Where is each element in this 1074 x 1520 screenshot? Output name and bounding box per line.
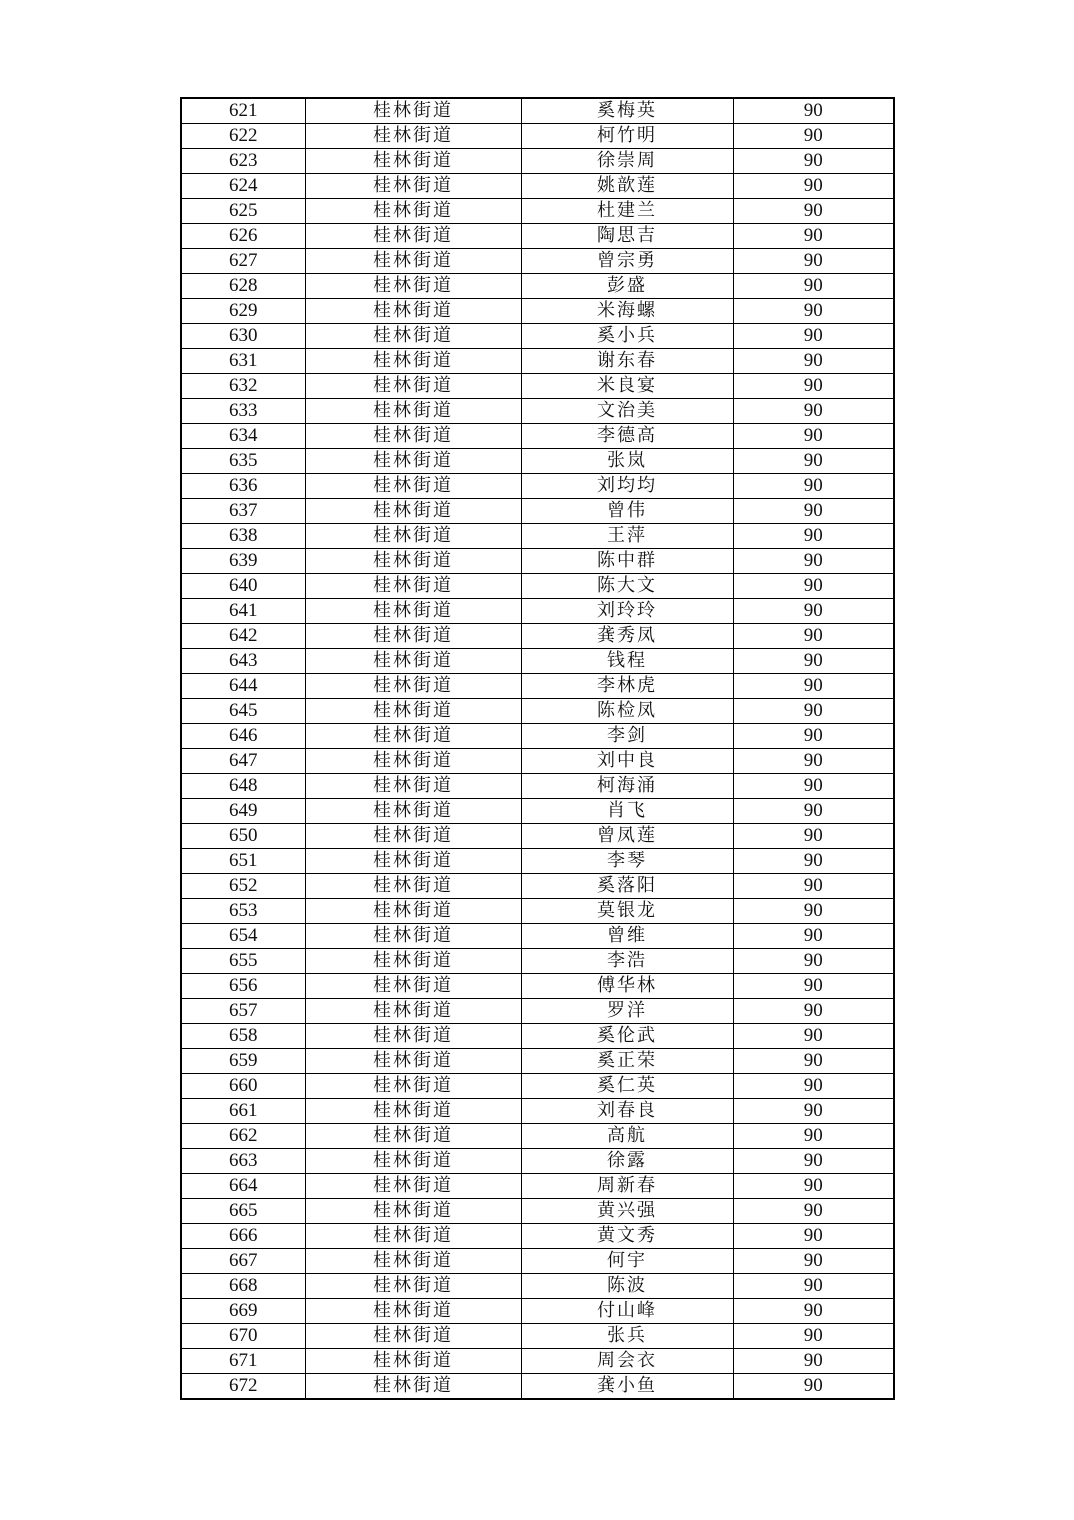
street-cell: 桂林街道	[305, 449, 521, 474]
table-row	[181, 1124, 894, 1149]
row-number-cell: 632	[181, 374, 305, 399]
table-row	[181, 749, 894, 774]
row-number-cell: 664	[181, 1174, 305, 1199]
street-cell: 桂林街道	[305, 1049, 521, 1074]
street-cell: 桂林街道	[305, 1074, 521, 1099]
person-name-cell: 李浩	[521, 949, 733, 974]
person-name-cell: 奚仁英	[521, 1074, 733, 1099]
street-cell: 桂林街道	[305, 1224, 521, 1249]
table-row	[181, 299, 894, 324]
person-name-cell: 莫银龙	[521, 899, 733, 924]
table-row	[181, 98, 894, 124]
table-row	[181, 1199, 894, 1224]
person-name-cell: 陈大文	[521, 574, 733, 599]
table-row	[181, 974, 894, 999]
person-name-cell: 李琴	[521, 849, 733, 874]
person-name-cell: 刘春良	[521, 1099, 733, 1124]
street-cell: 桂林街道	[305, 249, 521, 274]
person-name-cell: 罗洋	[521, 999, 733, 1024]
table-row	[181, 799, 894, 824]
person-name-cell: 奚梅英	[521, 98, 733, 124]
person-name-cell: 黄兴强	[521, 1199, 733, 1224]
street-cell: 桂林街道	[305, 949, 521, 974]
person-name-cell: 何宇	[521, 1249, 733, 1274]
street-cell: 桂林街道	[305, 149, 521, 174]
score-cell: 90	[733, 1299, 894, 1324]
score-cell: 90	[733, 824, 894, 849]
score-cell: 90	[733, 299, 894, 324]
score-cell: 90	[733, 849, 894, 874]
row-number-cell: 637	[181, 499, 305, 524]
score-cell: 90	[733, 974, 894, 999]
score-cell: 90	[733, 499, 894, 524]
street-cell: 桂林街道	[305, 699, 521, 724]
score-cell: 90	[733, 599, 894, 624]
row-number-cell: 623	[181, 149, 305, 174]
table-row	[181, 499, 894, 524]
score-cell: 90	[733, 1074, 894, 1099]
person-name-cell: 陈中群	[521, 549, 733, 574]
score-cell: 90	[733, 424, 894, 449]
score-cell: 90	[733, 199, 894, 224]
score-cell: 90	[733, 174, 894, 199]
table-row	[181, 349, 894, 374]
row-number-cell: 649	[181, 799, 305, 824]
table-row	[181, 199, 894, 224]
row-number-cell: 624	[181, 174, 305, 199]
street-cell: 桂林街道	[305, 1349, 521, 1374]
row-number-cell: 648	[181, 774, 305, 799]
score-cell: 90	[733, 1124, 894, 1149]
person-name-cell: 黄文秀	[521, 1224, 733, 1249]
row-number-cell: 621	[181, 98, 305, 124]
score-cell: 90	[733, 1324, 894, 1349]
street-cell: 桂林街道	[305, 1024, 521, 1049]
person-name-cell: 刘均均	[521, 474, 733, 499]
score-cell: 90	[733, 349, 894, 374]
score-cell: 90	[733, 249, 894, 274]
table-row	[181, 574, 894, 599]
person-name-cell: 陶思吉	[521, 224, 733, 249]
row-number-cell: 640	[181, 574, 305, 599]
street-cell: 桂林街道	[305, 974, 521, 999]
row-number-cell: 638	[181, 524, 305, 549]
score-cell: 90	[733, 549, 894, 574]
score-cell: 90	[733, 149, 894, 174]
table-row	[181, 549, 894, 574]
score-cell: 90	[733, 98, 894, 124]
score-cell: 90	[733, 1374, 894, 1400]
roster-table-body	[181, 98, 894, 1399]
person-name-cell: 李林虎	[521, 674, 733, 699]
row-number-cell: 655	[181, 949, 305, 974]
score-cell: 90	[733, 324, 894, 349]
score-cell: 90	[733, 899, 894, 924]
street-cell: 桂林街道	[305, 574, 521, 599]
street-cell: 桂林街道	[305, 1324, 521, 1349]
street-cell: 桂林街道	[305, 849, 521, 874]
street-cell: 桂林街道	[305, 899, 521, 924]
person-name-cell: 刘中良	[521, 749, 733, 774]
street-cell: 桂林街道	[305, 374, 521, 399]
person-name-cell: 张兵	[521, 1324, 733, 1349]
table-row	[181, 1374, 894, 1400]
table-row	[181, 824, 894, 849]
street-cell: 桂林街道	[305, 774, 521, 799]
person-name-cell: 周会衣	[521, 1349, 733, 1374]
person-name-cell: 龚秀凤	[521, 624, 733, 649]
person-name-cell: 曾维	[521, 924, 733, 949]
score-cell: 90	[733, 924, 894, 949]
row-number-cell: 647	[181, 749, 305, 774]
row-number-cell: 661	[181, 1099, 305, 1124]
table-row	[181, 999, 894, 1024]
street-cell: 桂林街道	[305, 549, 521, 574]
row-number-cell: 667	[181, 1249, 305, 1274]
table-row	[181, 274, 894, 299]
person-name-cell: 文治美	[521, 399, 733, 424]
table-row	[181, 874, 894, 899]
person-name-cell: 柯竹明	[521, 124, 733, 149]
row-number-cell: 642	[181, 624, 305, 649]
row-number-cell: 634	[181, 424, 305, 449]
person-name-cell: 彭盛	[521, 274, 733, 299]
table-row	[181, 774, 894, 799]
person-name-cell: 奚小兵	[521, 324, 733, 349]
row-number-cell: 644	[181, 674, 305, 699]
person-name-cell: 曾伟	[521, 499, 733, 524]
table-row	[181, 1299, 894, 1324]
row-number-cell: 636	[181, 474, 305, 499]
street-cell: 桂林街道	[305, 1099, 521, 1124]
score-cell: 90	[733, 1274, 894, 1299]
row-number-cell: 633	[181, 399, 305, 424]
table-row	[181, 399, 894, 424]
table-row	[181, 599, 894, 624]
score-cell: 90	[733, 374, 894, 399]
street-cell: 桂林街道	[305, 1124, 521, 1149]
roster-table	[180, 97, 895, 1400]
street-cell: 桂林街道	[305, 1149, 521, 1174]
person-name-cell: 柯海涌	[521, 774, 733, 799]
row-number-cell: 669	[181, 1299, 305, 1324]
table-row	[181, 1249, 894, 1274]
street-cell: 桂林街道	[305, 1174, 521, 1199]
street-cell: 桂林街道	[305, 349, 521, 374]
score-cell: 90	[733, 1149, 894, 1174]
row-number-cell: 670	[181, 1324, 305, 1349]
score-cell: 90	[733, 1174, 894, 1199]
row-number-cell: 657	[181, 999, 305, 1024]
person-name-cell: 曾宗勇	[521, 249, 733, 274]
person-name-cell: 肖飞	[521, 799, 733, 824]
score-cell: 90	[733, 874, 894, 899]
row-number-cell: 672	[181, 1374, 305, 1400]
person-name-cell: 钱程	[521, 649, 733, 674]
table-row	[181, 1324, 894, 1349]
table-row	[181, 374, 894, 399]
row-number-cell: 656	[181, 974, 305, 999]
table-row	[181, 524, 894, 549]
score-cell: 90	[733, 224, 894, 249]
street-cell: 桂林街道	[305, 274, 521, 299]
person-name-cell: 谢东春	[521, 349, 733, 374]
table-row	[181, 624, 894, 649]
street-cell: 桂林街道	[305, 1274, 521, 1299]
table-row	[181, 174, 894, 199]
score-cell: 90	[733, 1024, 894, 1049]
person-name-cell: 李剑	[521, 724, 733, 749]
street-cell: 桂林街道	[305, 98, 521, 124]
table-row	[181, 924, 894, 949]
row-number-cell: 627	[181, 249, 305, 274]
score-cell: 90	[733, 674, 894, 699]
person-name-cell: 徐崇周	[521, 149, 733, 174]
street-cell: 桂林街道	[305, 524, 521, 549]
table-row	[181, 1174, 894, 1199]
score-cell: 90	[733, 474, 894, 499]
street-cell: 桂林街道	[305, 649, 521, 674]
street-cell: 桂林街道	[305, 424, 521, 449]
score-cell: 90	[733, 699, 894, 724]
street-cell: 桂林街道	[305, 1299, 521, 1324]
table-row	[181, 149, 894, 174]
row-number-cell: 629	[181, 299, 305, 324]
row-number-cell: 658	[181, 1024, 305, 1049]
row-number-cell: 652	[181, 874, 305, 899]
table-row	[181, 249, 894, 274]
score-cell: 90	[733, 399, 894, 424]
person-name-cell: 陈波	[521, 1274, 733, 1299]
street-cell: 桂林街道	[305, 1199, 521, 1224]
street-cell: 桂林街道	[305, 824, 521, 849]
table-row	[181, 1149, 894, 1174]
table-row	[181, 724, 894, 749]
street-cell: 桂林街道	[305, 999, 521, 1024]
table-row	[181, 674, 894, 699]
street-cell: 桂林街道	[305, 599, 521, 624]
table-row	[181, 424, 894, 449]
table-row	[181, 1074, 894, 1099]
person-name-cell: 杜建兰	[521, 199, 733, 224]
row-number-cell: 659	[181, 1049, 305, 1074]
person-name-cell: 王萍	[521, 524, 733, 549]
table-row	[181, 1049, 894, 1074]
person-name-cell: 龚小鱼	[521, 1374, 733, 1400]
street-cell: 桂林街道	[305, 299, 521, 324]
street-cell: 桂林街道	[305, 799, 521, 824]
score-cell: 90	[733, 724, 894, 749]
street-cell: 桂林街道	[305, 499, 521, 524]
street-cell: 桂林街道	[305, 874, 521, 899]
person-name-cell: 陈检凤	[521, 699, 733, 724]
street-cell: 桂林街道	[305, 1249, 521, 1274]
table-row	[181, 849, 894, 874]
row-number-cell: 630	[181, 324, 305, 349]
street-cell: 桂林街道	[305, 724, 521, 749]
row-number-cell: 666	[181, 1224, 305, 1249]
row-number-cell: 635	[181, 449, 305, 474]
table-row	[181, 324, 894, 349]
person-name-cell: 张岚	[521, 449, 733, 474]
person-name-cell: 傅华林	[521, 974, 733, 999]
person-name-cell: 曾凤莲	[521, 824, 733, 849]
table-row	[181, 1349, 894, 1374]
street-cell: 桂林街道	[305, 474, 521, 499]
score-cell: 90	[733, 1099, 894, 1124]
row-number-cell: 662	[181, 1124, 305, 1149]
score-cell: 90	[733, 1224, 894, 1249]
person-name-cell: 奚伦武	[521, 1024, 733, 1049]
row-number-cell: 646	[181, 724, 305, 749]
row-number-cell: 626	[181, 224, 305, 249]
table-row	[181, 449, 894, 474]
row-number-cell: 622	[181, 124, 305, 149]
score-cell: 90	[733, 1199, 894, 1224]
score-cell: 90	[733, 274, 894, 299]
person-name-cell: 奚正荣	[521, 1049, 733, 1074]
street-cell: 桂林街道	[305, 399, 521, 424]
score-cell: 90	[733, 524, 894, 549]
table-row	[181, 949, 894, 974]
table-row	[181, 224, 894, 249]
row-number-cell: 643	[181, 649, 305, 674]
score-cell: 90	[733, 124, 894, 149]
row-number-cell: 625	[181, 199, 305, 224]
table-row	[181, 124, 894, 149]
row-number-cell: 631	[181, 349, 305, 374]
row-number-cell: 639	[181, 549, 305, 574]
score-cell: 90	[733, 1349, 894, 1374]
score-cell: 90	[733, 1049, 894, 1074]
street-cell: 桂林街道	[305, 924, 521, 949]
score-cell: 90	[733, 574, 894, 599]
person-name-cell: 米海螺	[521, 299, 733, 324]
street-cell: 桂林街道	[305, 624, 521, 649]
person-name-cell: 高航	[521, 1124, 733, 1149]
table-row	[181, 474, 894, 499]
row-number-cell: 650	[181, 824, 305, 849]
person-name-cell: 周新春	[521, 1174, 733, 1199]
row-number-cell: 641	[181, 599, 305, 624]
row-number-cell: 671	[181, 1349, 305, 1374]
street-cell: 桂林街道	[305, 674, 521, 699]
table-row	[181, 1224, 894, 1249]
row-number-cell: 653	[181, 899, 305, 924]
table-row	[181, 899, 894, 924]
person-name-cell: 奚落阳	[521, 874, 733, 899]
street-cell: 桂林街道	[305, 124, 521, 149]
person-name-cell: 刘玲玲	[521, 599, 733, 624]
street-cell: 桂林街道	[305, 174, 521, 199]
score-cell: 90	[733, 799, 894, 824]
row-number-cell: 663	[181, 1149, 305, 1174]
row-number-cell: 645	[181, 699, 305, 724]
row-number-cell: 660	[181, 1074, 305, 1099]
table-row	[181, 1024, 894, 1049]
row-number-cell: 668	[181, 1274, 305, 1299]
person-name-cell: 徐露	[521, 1149, 733, 1174]
row-number-cell: 665	[181, 1199, 305, 1224]
street-cell: 桂林街道	[305, 749, 521, 774]
row-number-cell: 628	[181, 274, 305, 299]
person-name-cell: 付山峰	[521, 1299, 733, 1324]
table-row	[181, 699, 894, 724]
row-number-cell: 654	[181, 924, 305, 949]
score-cell: 90	[733, 1249, 894, 1274]
score-cell: 90	[733, 624, 894, 649]
score-cell: 90	[733, 649, 894, 674]
table-row	[181, 1099, 894, 1124]
score-cell: 90	[733, 449, 894, 474]
table-row	[181, 1274, 894, 1299]
row-number-cell: 651	[181, 849, 305, 874]
person-name-cell: 姚歆莲	[521, 174, 733, 199]
score-cell: 90	[733, 774, 894, 799]
table-row	[181, 649, 894, 674]
street-cell: 桂林街道	[305, 1374, 521, 1400]
person-name-cell: 李德高	[521, 424, 733, 449]
score-cell: 90	[733, 999, 894, 1024]
street-cell: 桂林街道	[305, 324, 521, 349]
score-cell: 90	[733, 949, 894, 974]
street-cell: 桂林街道	[305, 199, 521, 224]
score-cell: 90	[733, 749, 894, 774]
person-name-cell: 米良宴	[521, 374, 733, 399]
street-cell: 桂林街道	[305, 224, 521, 249]
